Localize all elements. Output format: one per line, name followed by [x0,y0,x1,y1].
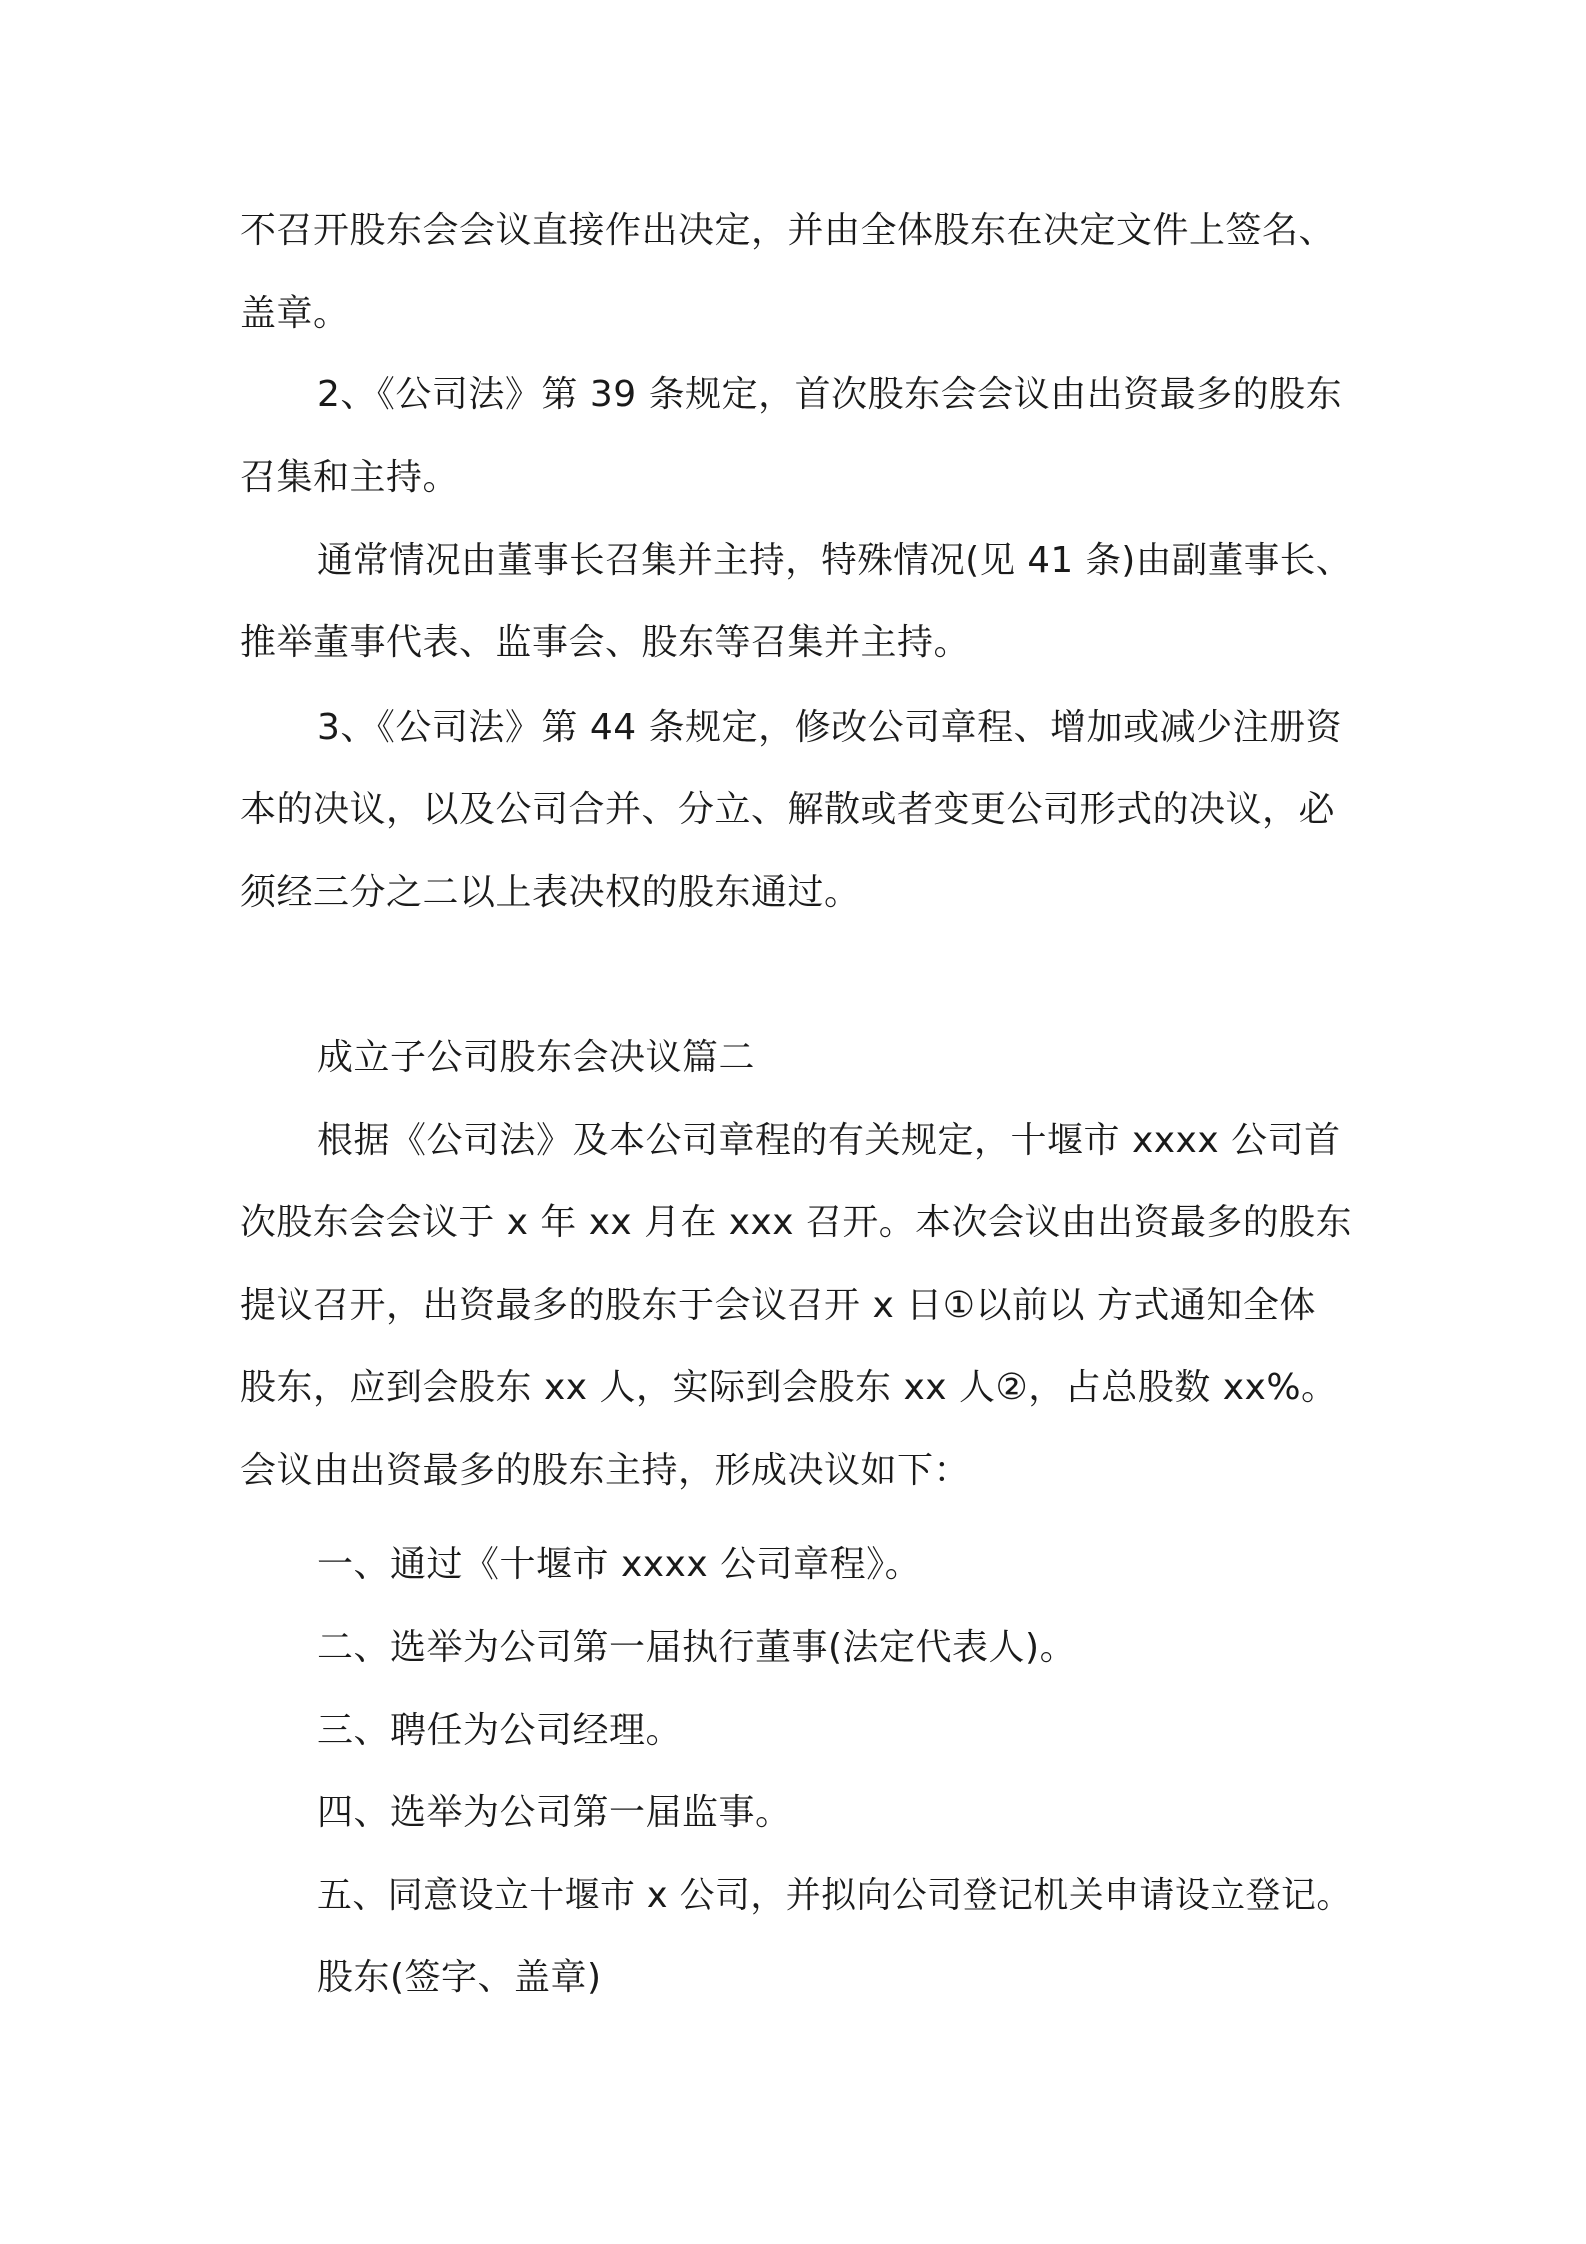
text-line: 本的决议，以及公司合并、分立、解散或者变更公司形式的决议，必 [240,789,1336,830]
text-line: 股东，应到会股东 xx 人，实际到会股东 xx 人②，占总股数 xx%。 [240,1367,1338,1408]
text-line: 召集和主持。 [240,457,460,498]
resolution-item: 二、选举为公司第一届执行董事(法定代表人)。 [317,1627,1077,1668]
text-line: 盖章。 [240,293,350,334]
section-title: 成立子公司股东会决议篇二 [317,1037,756,1078]
text-line: 推举董事代表、监事会、股东等召集并主持。 [240,622,971,663]
text-line: 3、《公司法》第 44 条规定，修改公司章程、增加或减少注册资 [317,707,1343,748]
resolution-item: 三、聘任为公司经理。 [317,1710,683,1751]
resolution-item: 五、同意设立十堰市 x 公司，并拟向公司登记机关申请设立登记。 [317,1875,1352,1916]
text-line: 会议由出资最多的股东主持，形成决议如下： [240,1450,971,1491]
text-line: 提议召开，出资最多的股东于会议召开 x 日①以前以 方式通知全体 [240,1285,1316,1326]
text-line: 根据《公司法》及本公司章程的有关规定，十堰市 xxxx 公司首 [317,1120,1341,1161]
resolution-item: 四、选举为公司第一届监事。 [317,1792,792,1833]
text-line: 不召开股东会会议直接作出决定，并由全体股东在决定文件上签名、 [240,210,1336,251]
resolution-item: 一、通过《十堰市 xxxx 公司章程》。 [317,1544,922,1585]
signature-line: 股东(签字、盖章) [317,1957,602,1998]
text-line: 次股东会会议于 x 年 xx 月在 xxx 召开。本次会议由出资最多的股东 [240,1202,1352,1243]
text-line: 通常情况由董事长召集并主持，特殊情况(见 41 条)由副董事长、 [317,540,1352,581]
text-line: 2、《公司法》第 39 条规定，首次股东会会议由出资最多的股东 [317,374,1343,415]
text-line: 须经三分之二以上表决权的股东通过。 [240,872,861,913]
